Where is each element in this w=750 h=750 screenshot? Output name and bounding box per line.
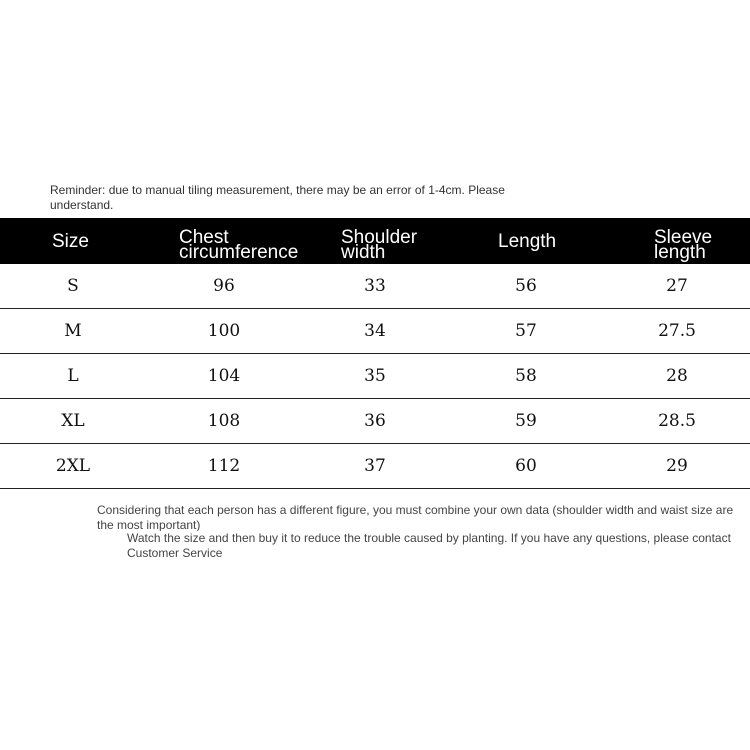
cell-size: M: [64, 321, 82, 341]
cell-length: 57: [515, 321, 537, 341]
header-sleeve-line-1: Sleeve: [654, 227, 713, 248]
cell-shoulder: 34: [364, 321, 386, 341]
header-sleeve-length: [654, 227, 734, 263]
cell-length: 56: [515, 276, 537, 296]
header-sleeve-line-2: length: [654, 242, 706, 263]
header-chest-line-2: circumference: [179, 242, 299, 263]
header-shoulder-line-1: Shoulder: [341, 227, 418, 248]
cell-shoulder: 37: [364, 456, 386, 476]
cell-sleeve: 29: [666, 456, 688, 476]
advice-note: Watch the size and then buy it to reduce the trouble caused by planting. If you have any questions, please contact Customer Service: [127, 531, 731, 560]
table-row: [0, 264, 750, 309]
header-shoulder-line-2: width: [341, 242, 386, 263]
cell-size: 2XL: [55, 456, 91, 476]
header-shoulder-width: [341, 227, 441, 263]
cell-chest: 108: [207, 411, 241, 431]
header-chest-line-1: Chest: [179, 227, 229, 248]
cell-chest: 100: [207, 321, 241, 341]
cell-shoulder: 36: [364, 411, 386, 431]
cell-chest: 96: [213, 276, 235, 296]
size-chart-table: [0, 218, 750, 489]
table-row: [0, 444, 750, 489]
cell-shoulder: 35: [364, 366, 386, 386]
cell-size: L: [67, 366, 79, 386]
reminder-text: Reminder: due to manual tiling measurement, there may be an error of 1-4cm. Please understand.: [50, 183, 505, 212]
cell-size: XL: [61, 411, 85, 431]
header-length: Length: [498, 231, 557, 252]
header-chest-circumference: [179, 227, 319, 263]
cell-length: 58: [515, 366, 537, 386]
cell-chest: 104: [207, 366, 241, 386]
cell-sleeve: 27: [666, 276, 688, 296]
cell-sleeve: 28.5: [658, 411, 696, 431]
cell-shoulder: 33: [364, 276, 386, 296]
table-row: [0, 399, 750, 444]
table-body: [0, 264, 750, 489]
cell-sleeve: 28: [666, 366, 688, 386]
cell-chest: 112: [207, 456, 241, 476]
header-size: Size: [52, 231, 89, 252]
cell-length: 60: [515, 456, 537, 476]
cell-length: 59: [515, 411, 537, 431]
table-row: [0, 354, 750, 399]
figure-note: Considering that each person has a different figure, you must combine your own data (shoulder width and waist size are the most important): [97, 503, 734, 531]
cell-sleeve: 27.5: [658, 321, 696, 341]
table-header: [0, 218, 750, 264]
cell-size: S: [67, 276, 79, 296]
table-row: [0, 309, 750, 354]
